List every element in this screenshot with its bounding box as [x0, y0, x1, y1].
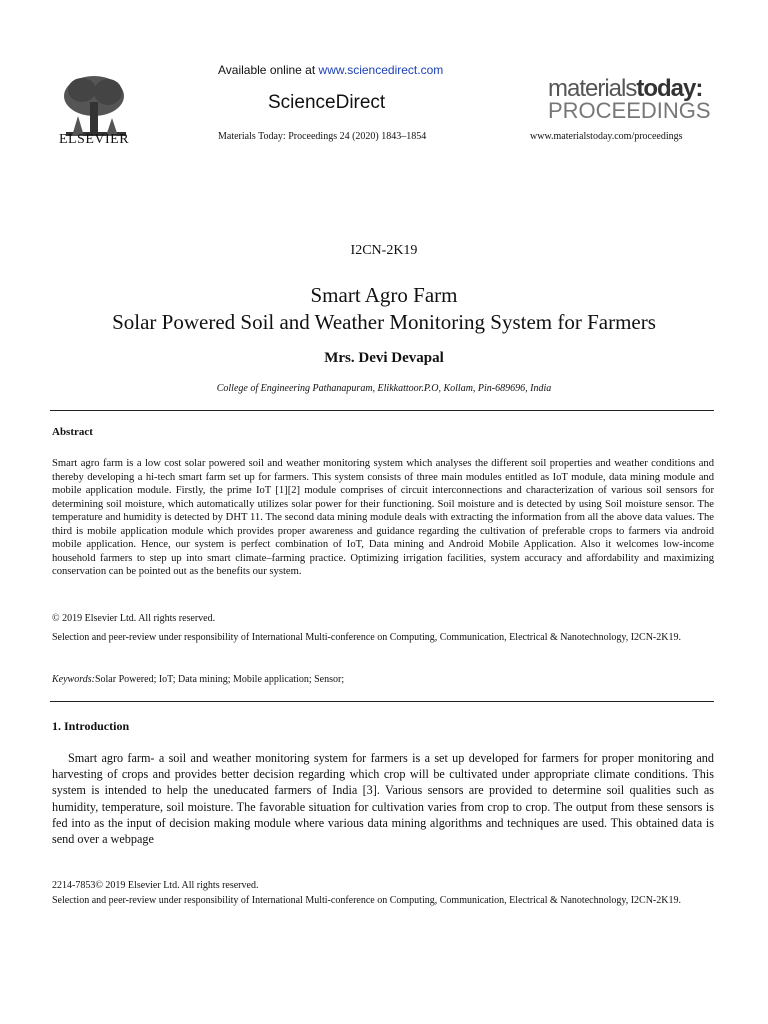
divider-bottom — [50, 701, 714, 702]
divider-top — [50, 410, 714, 411]
paper-title-line2: Solar Powered Soil and Weather Monitoring System for Farmers — [112, 310, 656, 334]
journal-url[interactable]: www.materialstoday.com/proceedings — [530, 131, 683, 142]
logo-word-proceedings: PROCEEDINGS — [548, 98, 711, 123]
footer-issn-copyright: 2214-7853© 2019 Elsevier Ltd. All rights reserved. — [52, 880, 259, 891]
abstract-body: Smart agro farm is a low cost solar powered soil and weather monitoring system which analyses the different soil properties and weather conditions and thereby developing a hi-tech smart farm set up for farmers. This system consists of three main modules entitled as IoT module, data mining module and mobile application module. Firstly, the prime IoT [1][2] module comprises of circuit interconnections and characterization of various soil sensors for determining soil moisture, which automatically utilizes solar power for their functioning. Soil moisture and is detected by using Soil moisture sensor. The temperature and humidity is detected by DHT 11. The second data mining module deals with extracting the information from all the above data values. The third is mobile application module which provides proper awareness and guidance regarding the cultivation of preferable crops to farmers via android mobile application. Hence, our system is perfect combination of IoT, Data mining and Android Mobile Application. Also it welcomes low-income household farmers to step up into smart climate–farming practice. Optimizing irrigation facilities, system accuracy and affordability and maximizing conservation can be pointed out as the benefits our system. — [52, 458, 714, 577]
available-online-label: Available online at — [218, 63, 319, 77]
publisher-name: ELSEVIER — [58, 132, 130, 147]
materials-today-logo — [548, 75, 711, 123]
introduction-body: Smart agro farm- a soil and weather monitoring system for farmers is a set up developed for farmers for proper monitoring and harvesting of crops and provides better decision regarding which crop will be cultivated under appropriate climate conditions. This system is intended to help the uneducated farmers of India [3]. Various sensors are provided to determine soil qualities such as humidity, temperature, soil moisture. The favorable situation for cultivation varies from crop to crop. The output from these sensors is fed into as the input of decision making module where various data mining algorithms and techniques are used. This obtained data is send over a webpage — [52, 751, 714, 847]
paper-title-line1: Smart Agro Farm — [310, 283, 458, 307]
keywords-label: Keywords: — [52, 674, 95, 685]
introduction-heading: 1. Introduction — [52, 719, 130, 733]
logo-word-materials: materials — [548, 75, 637, 102]
journal-reference: Materials Today: Proceedings 24 (2020) 1843–1854 — [218, 131, 427, 142]
keywords-list: Solar Powered; IoT; Data mining; Mobile application; Sensor; — [94, 674, 345, 685]
available-online — [218, 63, 443, 77]
conference-name: I2CN-2K19 — [350, 243, 418, 258]
abstract-heading: Abstract — [52, 426, 93, 438]
footer-selection-note: Selection and peer-review under responsibility of International Multi-conference on Computing, Communication, Electrical & Nanotechnology, I2CN-2K19. — [52, 895, 681, 906]
abstract-copyright: © 2019 Elsevier Ltd. All rights reserved. — [52, 613, 216, 624]
platform-name: ScienceDirect — [268, 92, 386, 113]
author-affiliation: College of Engineering Pathanapuram, Elikkattoor.P.O, Kollam, Pin-689696, India — [216, 383, 552, 394]
logo-word-today: today: — [636, 75, 703, 102]
sciencedirect-link[interactable]: www.sciencedirect.com — [318, 63, 444, 77]
abstract-selection-note: Selection and peer-review under responsibility of International Multi-conference on Computing, Communication, Electrical & Nanotechnology, I2CN-2K19. — [52, 632, 681, 643]
author-name: Mrs. Devi Devapal — [324, 350, 444, 366]
keywords-line — [52, 674, 344, 685]
